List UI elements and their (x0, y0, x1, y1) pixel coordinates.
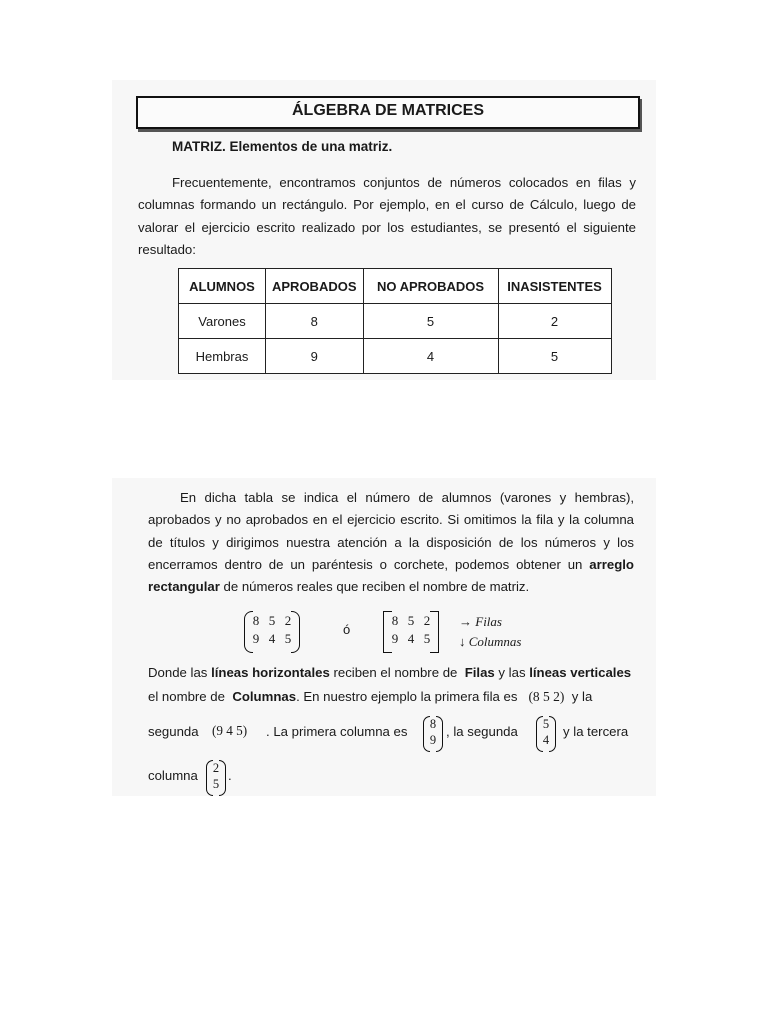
row-vector-second: (9 4 5) (212, 723, 248, 738)
paragraph-line: resultado: (138, 241, 196, 257)
table-cell: 8 (266, 304, 364, 339)
paragraph-text: . En nuestro ejemplo la primera fila es (296, 689, 518, 704)
matrix-parentheses (244, 611, 300, 651)
vector-entry: 5 (212, 777, 220, 791)
paragraph-text: encerramos dentro de un paréntesis o corchete, podemos obtener un (148, 556, 583, 572)
table-header-cell: INASISTENTES (498, 269, 611, 304)
explanation-paragraph (148, 487, 634, 598)
matrix-entry: 2 (423, 613, 431, 628)
bold-term: rectangular (148, 579, 220, 595)
matrix-entry: 5 (407, 613, 415, 628)
bold-term: Filas (464, 665, 495, 680)
table-cell: 4 (363, 339, 498, 374)
paragraph-text: segunda (148, 724, 199, 739)
vector-entry: 2 (212, 761, 220, 775)
paragraph-line: de títulos y dirigimos nuestra atención a la disposición de los números y los (148, 534, 634, 550)
matrix-entry: 4 (268, 631, 276, 646)
paragraph-text: , la segunda (446, 724, 518, 739)
column-vector-third (206, 760, 226, 794)
row-vector-first: (8 5 2) (528, 689, 565, 704)
table-cell: Varones (179, 304, 266, 339)
matrix-entry: 5 (268, 613, 276, 628)
matrix-entry: 8 (252, 613, 260, 628)
matrix-entry: 5 (284, 631, 292, 646)
paragraph-line: Frecuentemente, encontramos conjuntos de números colocados en filas y (172, 175, 636, 190)
intro-paragraph (138, 172, 636, 261)
matrix-labels (459, 612, 521, 652)
bold-term: líneas verticales (529, 665, 632, 680)
paragraph-line: En dicha tabla se indica el número de alumnos (varones y hembras), (180, 490, 634, 505)
table-header-cell: APROBADOS (266, 269, 364, 304)
bold-term: arreglo (589, 556, 634, 572)
rows-label: → Filas (459, 614, 502, 629)
paragraph-text: . La primera columna es (266, 724, 408, 739)
matrix-brackets (383, 611, 439, 651)
paragraph-line (148, 665, 631, 680)
table-cell: 9 (266, 339, 364, 374)
matrix-entry: 9 (252, 631, 260, 646)
paragraph-line (148, 689, 592, 705)
paragraph-text: . (228, 768, 232, 783)
paragraph-text: el nombre de (148, 689, 225, 704)
table-cell: 2 (498, 304, 611, 339)
paragraph-text: y las (498, 665, 526, 680)
column-vector-first (423, 716, 443, 750)
matrix-entry: 8 (391, 613, 399, 628)
paragraph-line: aprobados y no aprobados en el ejercicio escrito. Si omitimos la fila y la columna (148, 512, 634, 528)
paragraph-text: y la (571, 689, 593, 704)
section-heading: MATRIZ. Elementos de una matriz. (172, 139, 393, 154)
column-vector-second (536, 716, 556, 750)
paragraph-line: valorar el ejercicio escrito realizado por los estudiantes, se presentó el siguiente (138, 219, 636, 235)
table-cell: 5 (363, 304, 498, 339)
bold-term: líneas horizontales (211, 665, 330, 680)
table-header-cell: ALUMNOS (179, 269, 266, 304)
matrix-entry: 5 (423, 631, 431, 646)
vector-entry: 9 (429, 733, 437, 747)
columns-label: ↓ Columnas (459, 634, 522, 649)
paragraph-text: Donde las (148, 665, 208, 680)
paragraph-line: columnas formando un rectángulo. Por ejemplo, en el curso de Cálculo, luego de (138, 197, 636, 213)
table-row (179, 339, 612, 374)
paragraph-text: columna (148, 768, 198, 783)
results-table (178, 268, 612, 374)
matrix-entry: 9 (391, 631, 399, 646)
paragraph-line (148, 576, 634, 598)
vector-entry: 4 (542, 733, 550, 747)
paragraph-text: reciben el nombre de (333, 665, 458, 680)
document-title: ÁLGEBRA DE MATRICES (136, 96, 640, 129)
vector-entry: 8 (429, 717, 437, 731)
table-cell: 5 (498, 339, 611, 374)
matrix-entry: 4 (407, 631, 415, 646)
table-header-row (179, 269, 612, 304)
vector-entry: 5 (542, 717, 550, 731)
paragraph-text: de números reales que reciben el nombre de matriz. (223, 579, 530, 595)
or-separator: ó (343, 622, 351, 637)
table-header-cell: NO APROBADOS (363, 269, 498, 304)
paragraph-line (148, 554, 634, 576)
table-row (179, 304, 612, 339)
table-cell: Hembras (179, 339, 266, 374)
matrix-entry: 2 (284, 613, 292, 628)
bold-term: Columnas (232, 689, 297, 704)
paragraph-text: y la tercera (563, 724, 629, 739)
